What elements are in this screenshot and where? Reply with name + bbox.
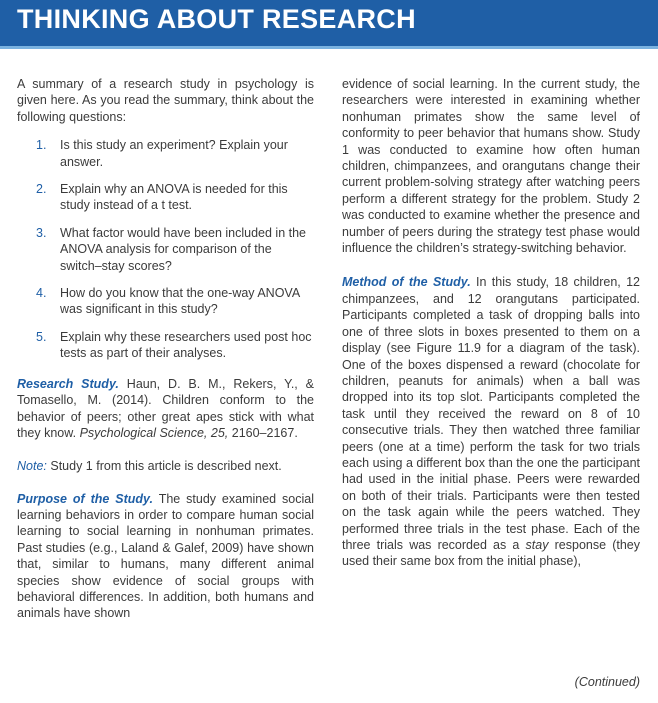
question-text: Explain why these researchers used post hoc tests as part of their analyses. [60,329,312,361]
citation-text: Haun, D. B. M., Rekers, Y., & Tomasello, M. (2014). Children conform to the behavior of peers; other great apes stick with what they know. [17,376,314,440]
note-label: Note: [17,458,47,473]
note-text: Study 1 from this article is described next. [50,458,282,473]
question-number: 3. [36,225,47,240]
right-column [342,76,640,570]
stay-term: stay [525,537,549,552]
purpose-heading: Purpose of the Study. [17,491,154,506]
note-paragraph [17,458,314,474]
question-number: 1. [36,138,47,153]
left-column [17,76,314,622]
method-text-continued: response (they used their same box from the initial phase), [342,537,640,569]
continued-label: (Continued) [574,675,640,689]
question-number: 5. [36,329,47,344]
question-number: 4. [36,286,47,301]
research-study-label: Research Study. [17,376,119,391]
purpose-paragraph [17,491,314,622]
question-item [17,181,314,214]
question-item [17,137,314,170]
purpose-text: The study examined social learning behaviors in order to compare human social learning to social learning in nonhuman primates. Past studies (e.g., Laland & Galef, 2009) have shown that, similar to humans, many different animal species show evidence of social groups with behavioral differences. In addition, both humans and animals have shown [17,491,314,621]
journal-name: Psychological Science, 25, [79,425,229,440]
question-item [17,285,314,318]
evidence-paragraph: evidence of social learning. In the current study, the researchers were interested in examining whether nonhuman primates show the same level of conformity to peer behavior that humans show. Study 1 was conducted to examine how often human children, chimpanzees, and orangutans change their current problem-solving strategy after watching peers perform a different strategy for the problem. Study 2 was conducted to examine whether the presence and number of peers during the strategy test phase would influence the children’s strategy-switching behavior. [342,77,640,256]
question-text: What factor would have been included in the ANOVA analysis for comparison of the switch–stay scores? [60,225,306,273]
method-text: In this study, 18 children, 12 chimpanzees, and 12 orangutans participated. Participants completed a task of dropping balls into one of three slots in boxes presented to them on a display (see Figure 11.9 for a diagram of the task). One of the boxes dispensed a reward (chocolate for children, peanuts for animals) when a ball was dropped into its top slot. Participants completed the task until they received the reward on 8 of 10 consecutive trials. They then watched three familiar peers (one at a time) perform the task for two trials each using a different box than the one the participant had used in the initial phase. Peers were rewarded on both of their trials. Participants were then tested on the task again while the peers watched. They performed three trials in the test phase. Each of the three trials was recorded as a [342,275,640,552]
question-text: Explain why an ANOVA is needed for this study instead of a t test. [60,182,288,213]
question-text: How do you know that the one-way ANOVA was significant in this study? [60,286,300,317]
question-text: Is this study an experiment? Explain your answer. [60,138,288,169]
question-item [17,329,314,362]
question-item [17,225,314,274]
research-study-citation [17,376,314,442]
questions-list [17,137,314,361]
header-banner [0,0,658,49]
method-paragraph [342,274,640,569]
page-title: THINKING ABOUT RESEARCH [17,4,416,34]
intro-paragraph: A summary of a research study in psychology is given here. As you read the summary, think about the following questions: [17,77,314,124]
question-number: 2. [36,182,47,197]
citation-pages: 2160–2167. [231,425,298,440]
method-heading: Method of the Study. [342,275,471,290]
